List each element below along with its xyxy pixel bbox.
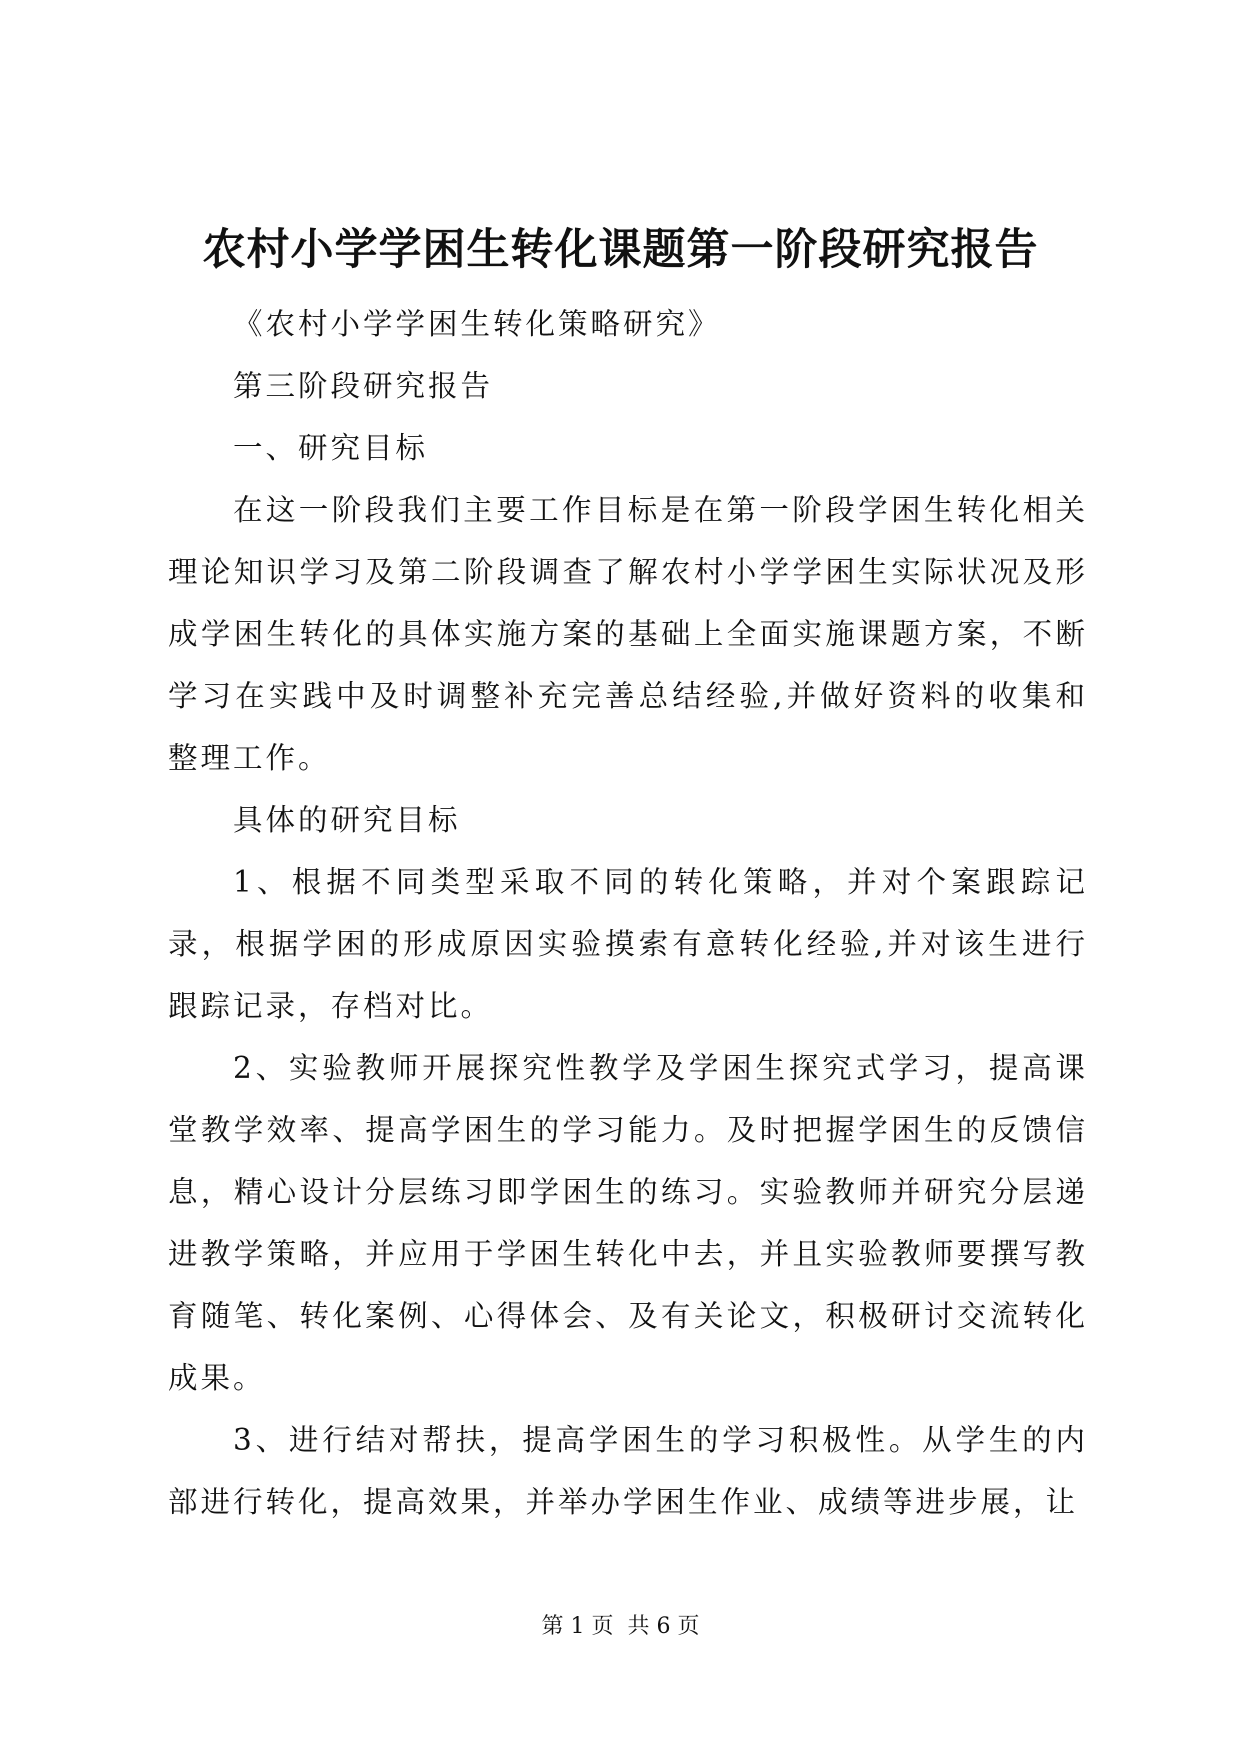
page-total: 共 6 页 bbox=[627, 1614, 700, 1639]
subheading-specific-goals: 具体的研究目标 bbox=[233, 803, 461, 837]
list-item-goal-2: 2、实验教师开展探究性教学及学困生探究式学习，提高课堂教学效率、提高学困生的学习能力。及时把握学困生的反馈信息，精心设计分层练习即学困生的练习。实验教师并研究分层递进教学策略，并应用于学困生转化中去，并且实验教师要撰写教育随笔、转化案例、心得体会、及有关论文，积极研讨交流转化成果。 bbox=[168, 1051, 1088, 1395]
document-title: 农村小学学困生转化课题第一阶段研究报告 bbox=[202, 225, 1039, 275]
document-body bbox=[168, 293, 1088, 1533]
section-heading-research-goal: 一、研究目标 bbox=[233, 431, 429, 465]
paragraph-goal-description: 在这一阶段我们主要工作目标是在第一阶段学困生转化相关理论知识学习及第二阶段调查了解农村小学学困生实际状况及形成学困生转化的具体实施方案的基础上全面实施课题方案，不断学习在实践中及时调整补充完善总结经验,并做好资料的收集和整理工作。 bbox=[168, 493, 1088, 775]
list-item-goal-1: 1、根据不同类型采取不同的转化策略，并对个案跟踪记录，根据学困的形成原因实验摸索有意转化经验,并对该生进行跟踪记录，存档对比。 bbox=[168, 865, 1088, 1023]
paragraph-subject: 《农村小学学困生转化策略研究》 bbox=[233, 307, 721, 341]
page-footer bbox=[0, 1612, 1241, 1642]
list-item-goal-3: 3、进行结对帮扶，提高学困生的学习积极性。从学生的内部进行转化，提高效果，并举办学困生作业、成绩等进步展，让 bbox=[168, 1423, 1088, 1519]
paragraph-stage-heading: 第三阶段研究报告 bbox=[233, 369, 494, 403]
page-number: 第 1 页 bbox=[541, 1614, 614, 1639]
